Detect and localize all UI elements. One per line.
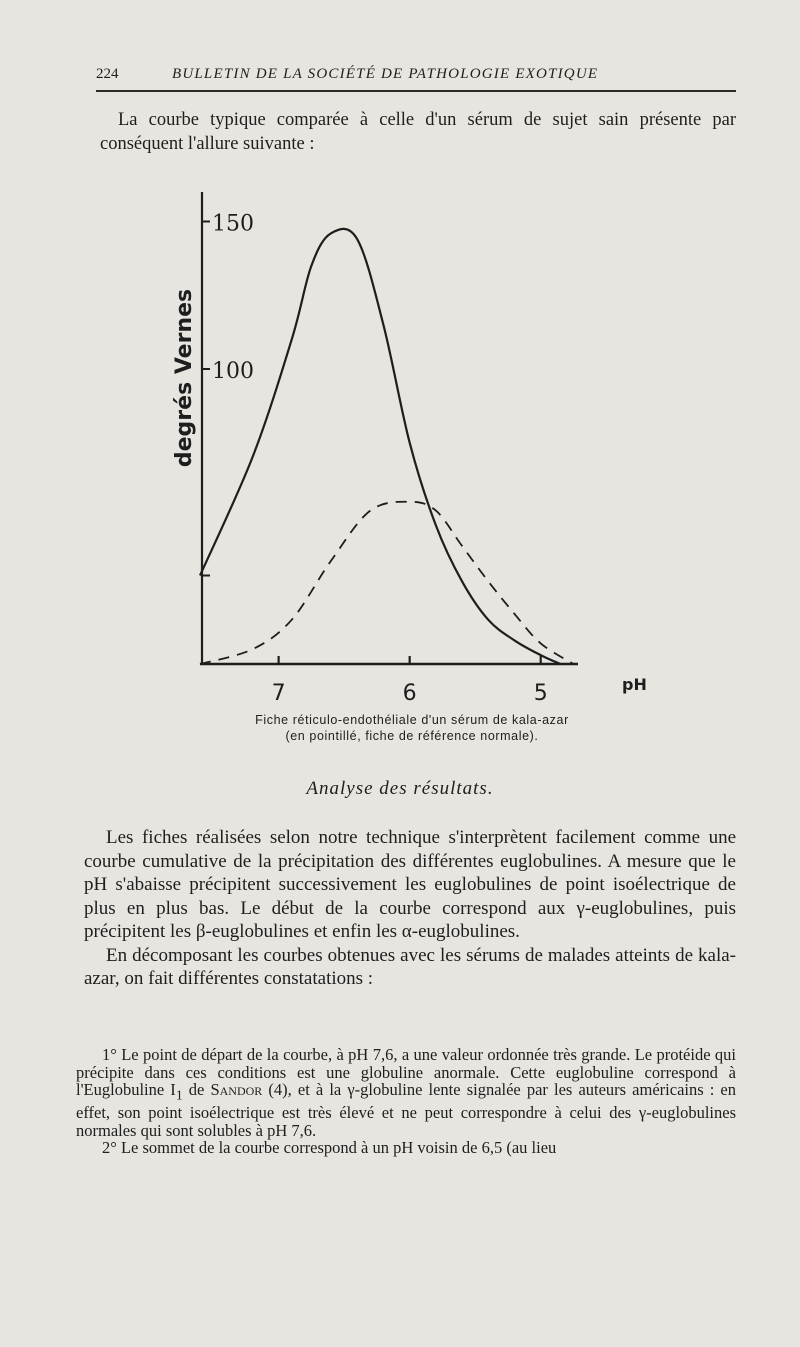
page-number: 224 [96, 66, 119, 82]
page-header [96, 66, 736, 92]
kala-azar-curve-solid [200, 229, 560, 664]
note-1-text-a: 1° Le point de départ de la courbe, à pH 7,6, a une valeur ordonnée très grande. Le protéide qui précipite dans ces conditions est une globuline anormale. Cette euglobuline correspond à l'Euglobuline I [76, 1045, 736, 1100]
chart-labels [172, 212, 647, 707]
note-1 [76, 1046, 736, 1139]
x-axis-label: pH [622, 675, 647, 694]
author-name: Sandor [210, 1080, 263, 1100]
x-tick-label-6: 6 [402, 681, 417, 706]
chart-svg [160, 180, 660, 720]
section-title: Analyse des résultats. [306, 778, 494, 799]
y-tick-label-100: 100 [212, 359, 254, 384]
running-title: BULLETIN DE LA SOCIÉTÉ DE PATHOLOGIE EXOTIQUE [172, 66, 599, 82]
x-tick-label-7: 7 [271, 681, 286, 706]
note-1-text-c: (4), et à la γ-globuline lente signalée par les auteurs américains : en effet, son point isoélectrique est très élevé et ne peut correspondre à celui des γ-euglobulines normales qui sont solubles à pH 7,6. [76, 1080, 737, 1140]
caption-line-2: (en pointillé, fiche de référence normale). [285, 729, 539, 743]
note-2: 2° Le sommet de la courbe correspond à un pH voisin de 6,5 (au lieu [102, 1138, 557, 1158]
body-text [84, 826, 736, 991]
chart-series [200, 229, 573, 664]
y-axis-label: degrés Vernes [172, 288, 197, 468]
note-1-text-b: de [182, 1080, 211, 1100]
body-paragraph-2: En décomposant les courbes obtenues avec les sérums de malades atteints de kala-azar, on fait différentes constatations : [84, 944, 736, 989]
x-tick-label-5: 5 [533, 681, 548, 706]
y-tick-label-150: 150 [212, 211, 254, 237]
caption-line-1: Fiche réticulo-endothéliale d'un sérum de kala-azar [255, 713, 569, 727]
figure [160, 180, 660, 720]
figure-caption [200, 712, 624, 744]
intro-paragraph: La courbe typique comparée à celle d'un sérum de sujet sain présente par conséquent l'allure suivante : [100, 110, 736, 154]
numbered-notes [76, 1046, 736, 1157]
chart-axes [200, 192, 578, 664]
reference-curve-dashed [200, 502, 573, 664]
note-1-subscript: 1 [175, 1087, 183, 1103]
body-paragraph-1: Les fiches réalisées selon notre technique s'interprètent facilement comme une courbe cumulative de la précipitation des différentes euglobulines. A mesure que le pH s'abaisse précipitent successivement les euglobulines de point isoélectrique de plus en plus bas. Le début de la courbe correspond aux γ-euglobulines, puis précipitent les β-euglobulines et enfin les α-euglobulines. [84, 827, 736, 942]
